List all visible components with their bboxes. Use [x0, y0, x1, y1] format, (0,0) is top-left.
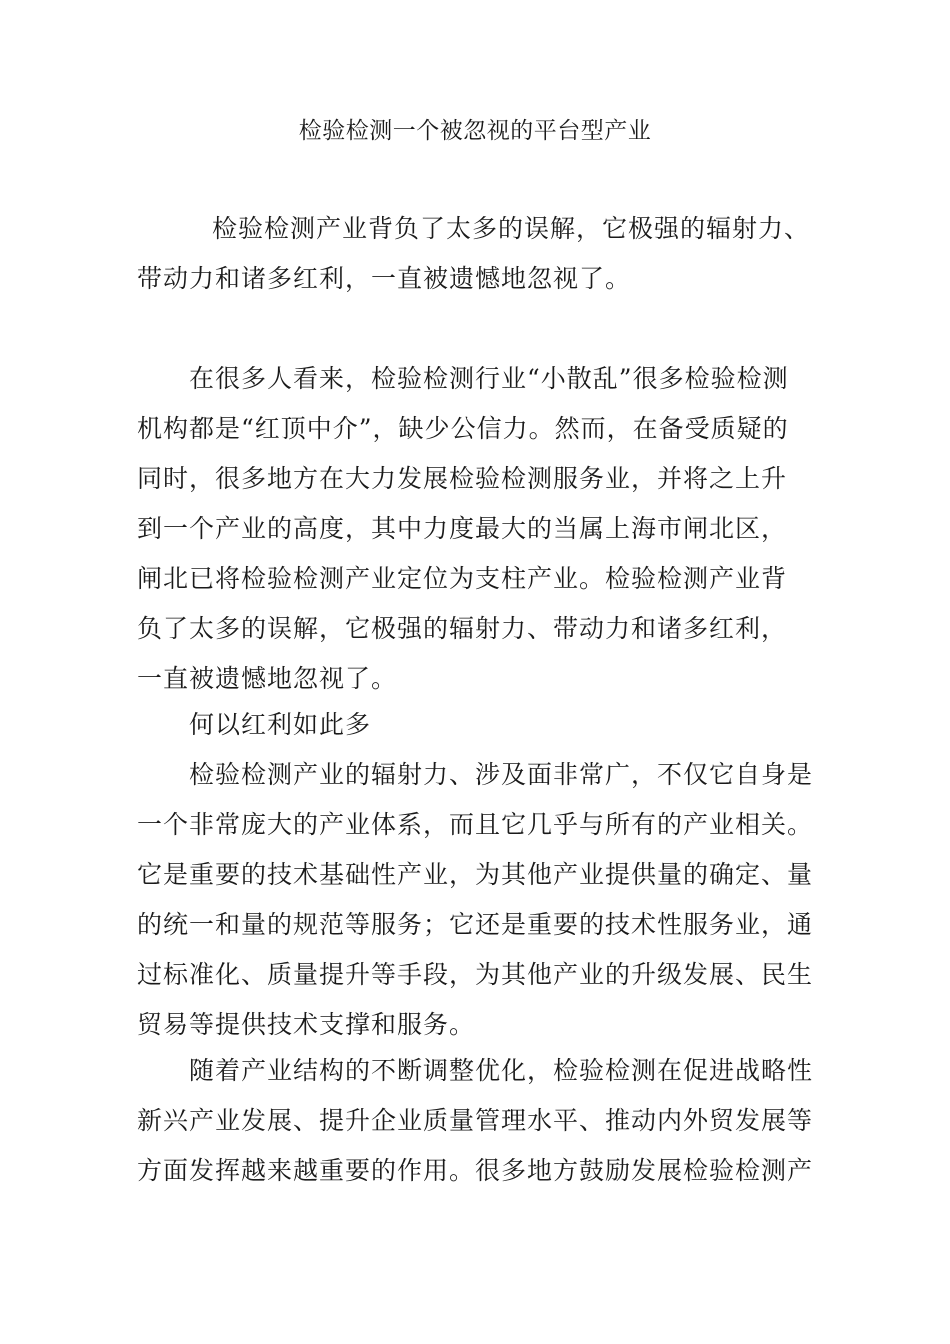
document-title: 检验检测一个被忽视的平台型产业 [298, 118, 652, 144]
body-paragraph-2: 检验检测产业的辐射力、涉及面非常广，不仅它自身是一个非常庞大的产业体系，而且它几乎与所有的产业相关。它是重要的技术基础性产业，为其他产业提供量的确定、量的统一和量的规范等服务；它还是重要的技术性服务业，通过标准化、质量提升等手段，为其他产业的升级发展、民生贸易等提供技术支撑和服务。 [137, 760, 814, 1039]
section-heading: 何以红利如此多 [189, 710, 372, 739]
body-paragraph-1: 在很多人看来，检验检测行业“小散乱”很多检验检测机构都是“红顶中介”，缺少公信力。然而，在备受质疑的同时，很多地方在大力发展检验检测服务业，并将之上升到一个产业的高度，其中力度最大的当属上海市闸北区，闸北已将检验检测产业定位为支柱产业。检验检测产业背负了太多的误解，它极强的辐射力、带动力和诸多红利，一直被遗憾地忽视了。 [137, 364, 789, 693]
lead-paragraph: 检验检测产业背负了太多的误解，它极强的辐射力、带动力和诸多红利，一直被遗憾地忽视了。 [137, 214, 811, 293]
body-paragraph-3: 随着产业结构的不断调整优化，检验检测在促进战略性新兴产业发展、提升企业质量管理水平、推动内外贸发展等方面发挥越来越重要的作用。很多地方鼓励发展检验检测产 [137, 1056, 814, 1185]
